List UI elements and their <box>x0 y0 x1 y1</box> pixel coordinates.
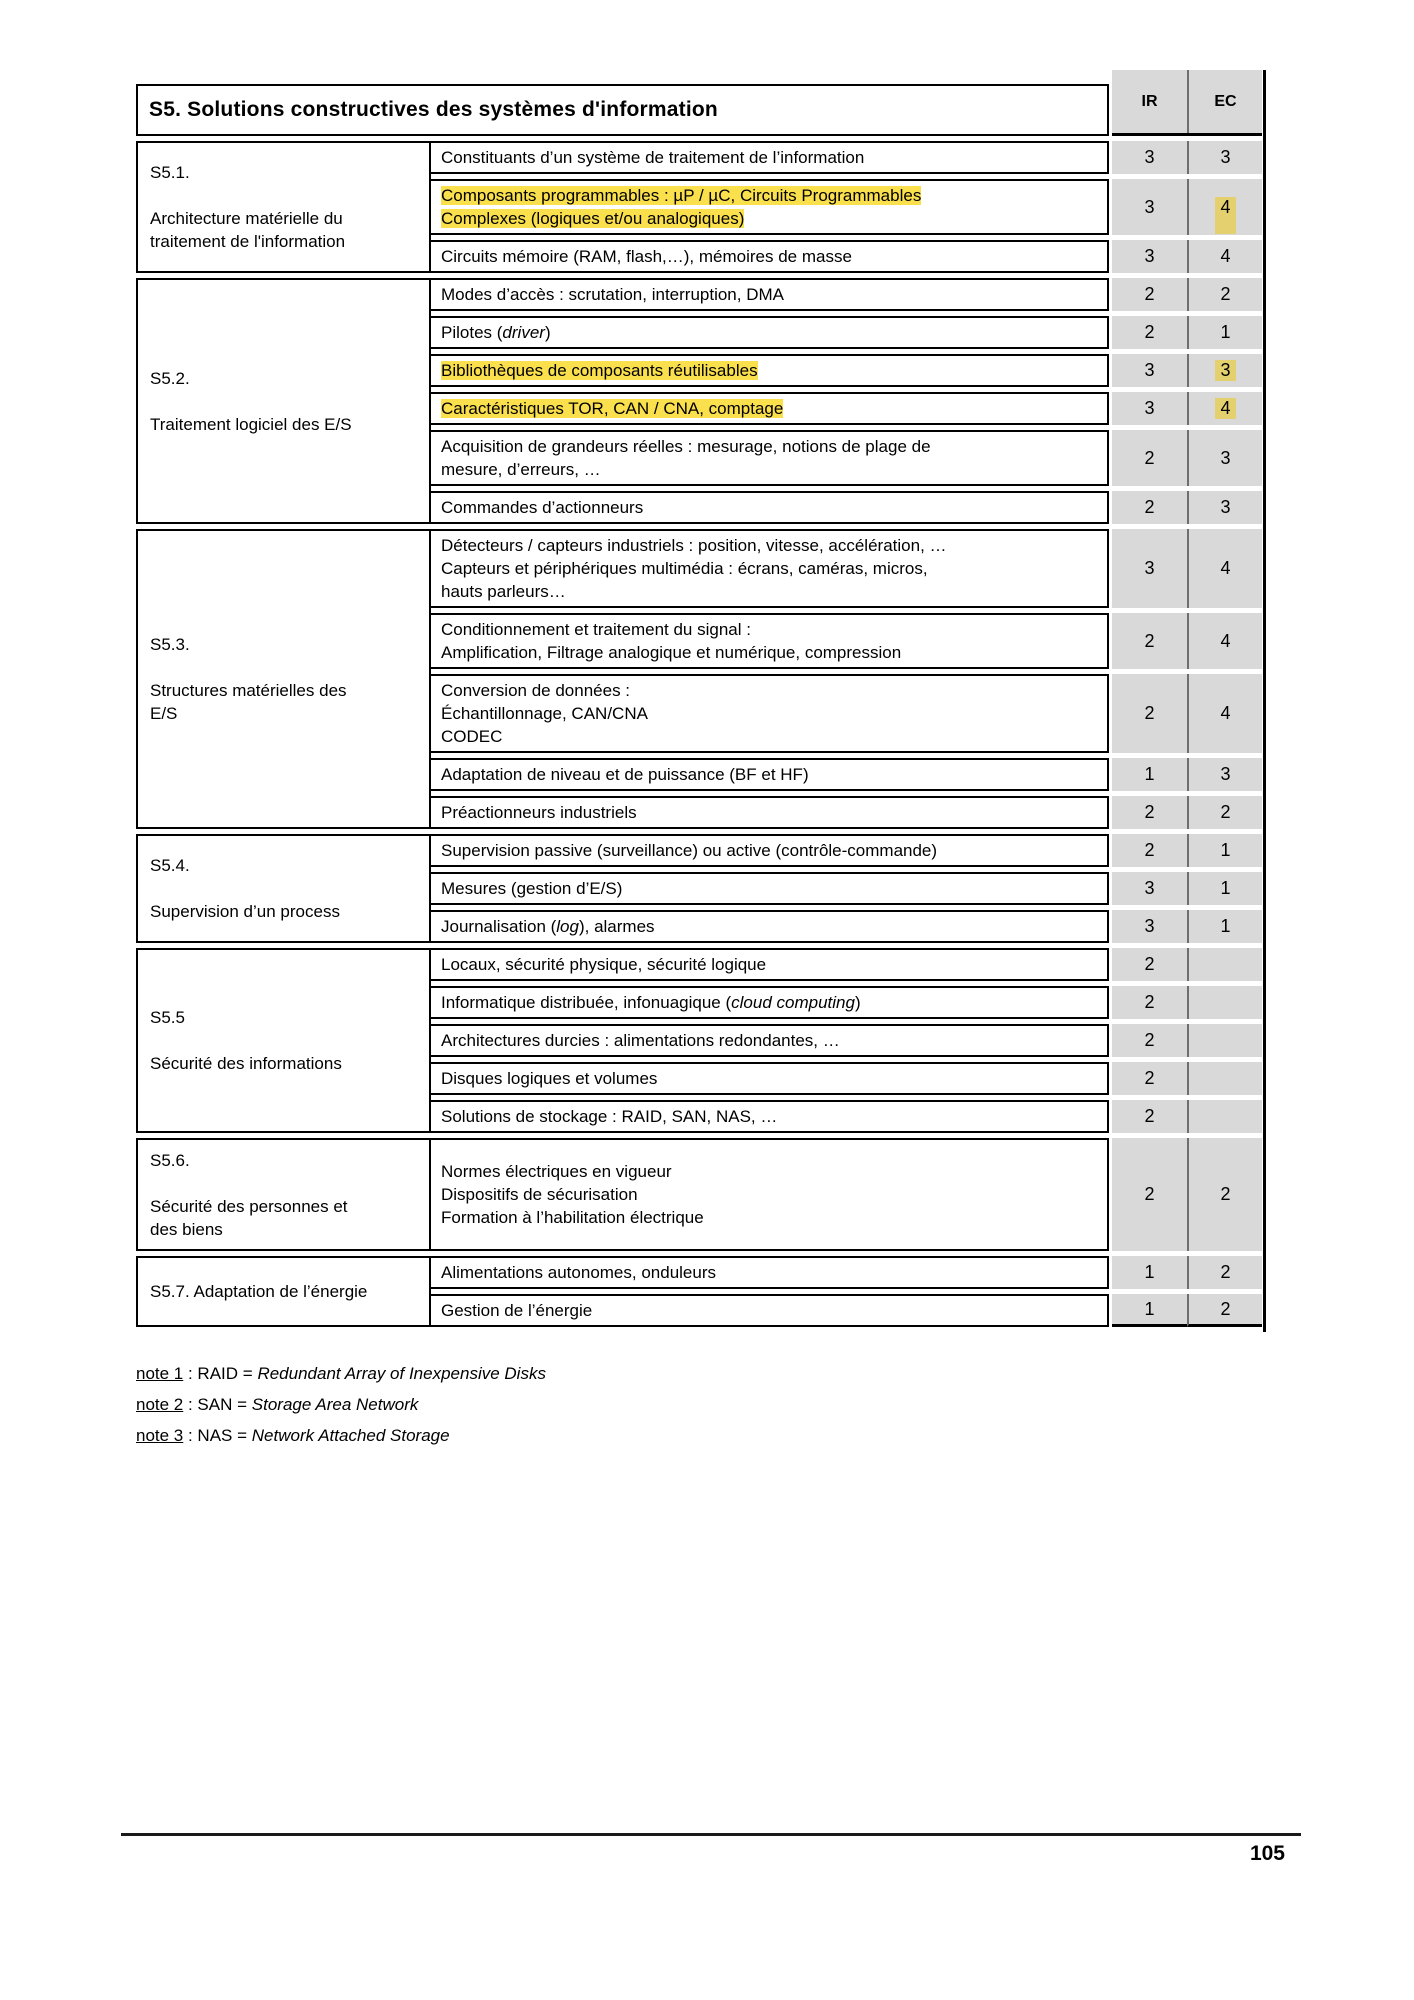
text-segment: Disques logiques et volumes <box>441 1069 658 1088</box>
row-content <box>429 613 1109 669</box>
content-line <box>441 1261 1097 1284</box>
text-segment: hauts parleurs… <box>441 582 566 601</box>
table-row <box>431 1294 1266 1327</box>
row-content <box>429 758 1109 791</box>
text-segment: CODEC <box>441 727 503 746</box>
table-row <box>431 834 1266 867</box>
content-line <box>441 1067 1097 1090</box>
row-content <box>429 872 1109 905</box>
highlighted-value: 4 <box>1215 197 1235 234</box>
ir-value-cell: 3 <box>1112 354 1187 387</box>
ir-value-cell: 2 <box>1112 834 1187 867</box>
footnote <box>136 1393 546 1416</box>
table-row <box>431 529 1266 608</box>
content-line <box>441 1160 1097 1183</box>
ir-value-cell: 2 <box>1112 1100 1187 1133</box>
row-content <box>429 674 1109 753</box>
section-rows <box>431 1256 1266 1327</box>
ir-value-cell: 3 <box>1112 910 1187 943</box>
section-name-line: Sécurité des personnes et <box>150 1196 348 1216</box>
footnote-abbr: : RAID = <box>183 1364 258 1383</box>
table-section <box>136 278 1266 524</box>
table-row <box>431 1100 1266 1133</box>
table-section <box>136 141 1266 273</box>
text-segment: Conversion de données : <box>441 681 631 700</box>
table-section <box>136 1256 1266 1327</box>
ir-value-cell: 1 <box>1112 1256 1187 1289</box>
content-line <box>441 877 1097 900</box>
table-section <box>136 834 1266 943</box>
text-segment: Adaptation de niveau et de puissance (BF et HF) <box>441 765 809 784</box>
ir-value-cell: 2 <box>1112 1024 1187 1057</box>
ir-value-cell: 2 <box>1112 278 1187 311</box>
text-segment: mesure, d’erreurs, … <box>441 460 601 479</box>
ec-value-cell: 3 <box>1187 758 1262 791</box>
footnote-label: note 3 <box>136 1426 184 1445</box>
ir-value-cell: 1 <box>1112 758 1187 791</box>
table-row <box>431 179 1266 235</box>
text-segment: Informatique distribuée, infonuagique ( <box>441 993 732 1012</box>
section-name <box>150 207 417 253</box>
ir-value-cell: 2 <box>1112 1138 1187 1251</box>
ir-value-cell: 2 <box>1112 674 1187 753</box>
row-content <box>429 1062 1109 1095</box>
row-content <box>429 1256 1109 1289</box>
row-content <box>429 392 1109 425</box>
section-name <box>150 413 417 436</box>
ec-value-cell: 4 <box>1187 613 1262 669</box>
section-cell <box>136 141 431 273</box>
table-title: S5. Solutions constructives des systèmes d'information <box>136 84 1109 136</box>
table-row <box>431 1138 1266 1251</box>
table-section <box>136 1138 1266 1251</box>
ec-value-cell: 2 <box>1187 1256 1262 1289</box>
highlighted-value: 4 <box>1215 398 1235 419</box>
content-line <box>441 725 1097 748</box>
table-row <box>431 392 1266 425</box>
ec-column-header: EC <box>1187 70 1262 133</box>
content-line <box>441 1105 1097 1128</box>
section-name-line: Traitement logiciel des E/S <box>150 414 352 434</box>
ec-value-cell: 4 <box>1187 674 1262 753</box>
table-row <box>431 240 1266 273</box>
section-id: S5.5 <box>150 1008 185 1027</box>
content-line <box>441 557 1097 580</box>
content-line <box>441 839 1097 862</box>
content-line <box>441 496 1097 519</box>
footer-rule <box>121 1833 1301 1836</box>
ir-value-cell: 2 <box>1112 986 1187 1019</box>
table-row <box>431 491 1266 524</box>
text-segment: Acquisition de grandeurs réelles : mesurage, notions de plage de <box>441 437 931 456</box>
ec-value-cell: 1 <box>1187 872 1262 905</box>
footnote-label: note 2 <box>136 1395 184 1414</box>
table-row <box>431 141 1266 174</box>
content-line <box>441 915 1097 938</box>
ec-value-cell <box>1187 179 1262 235</box>
row-content <box>429 796 1109 829</box>
content-line <box>441 702 1097 725</box>
content-line <box>441 458 1097 481</box>
section-id: S5.2. <box>150 368 190 388</box>
footnote <box>136 1362 546 1385</box>
content-line <box>441 1206 1097 1229</box>
footnote-abbr: : SAN = <box>183 1395 252 1414</box>
text-segment: Alimentations autonomes, onduleurs <box>441 1263 716 1282</box>
table-row <box>431 986 1266 1019</box>
ir-value-cell: 2 <box>1112 491 1187 524</box>
ec-value-cell: 2 <box>1187 1138 1262 1251</box>
content-line <box>441 534 1097 557</box>
footnote-expansion: Network Attached Storage <box>251 1426 450 1445</box>
section-id: S5.3. <box>150 635 190 654</box>
row-content <box>429 529 1109 608</box>
table-row <box>431 430 1266 486</box>
row-content <box>429 1138 1109 1251</box>
content-line <box>441 207 1097 230</box>
highlighted-value: 3 <box>1215 360 1235 381</box>
section-rows <box>431 834 1266 943</box>
text-segment: Préactionneurs industriels <box>441 803 637 822</box>
table-row <box>431 613 1266 669</box>
content-line <box>441 580 1097 603</box>
ec-value-cell: 2 <box>1187 1294 1262 1327</box>
ir-value-cell: 2 <box>1112 430 1187 486</box>
text-segment: Détecteurs / capteurs industriels : position, vitesse, accélération, … <box>441 536 947 555</box>
table-row <box>431 354 1266 387</box>
text-segment: Conditionnement et traitement du signal : <box>441 620 751 639</box>
content-line <box>441 1029 1097 1052</box>
section-cell <box>136 529 431 829</box>
ec-value-cell <box>1187 1062 1262 1095</box>
ir-ec-header <box>1112 70 1262 136</box>
table-header-row <box>136 70 1266 136</box>
highlighted-text <box>441 361 758 380</box>
content-line <box>441 801 1097 824</box>
footnote <box>136 1424 546 1447</box>
section-name-line: Architecture matérielle du <box>150 209 343 228</box>
section-name-line: Supervision d’un process <box>150 902 340 921</box>
text-segment: log <box>556 917 579 936</box>
content-line <box>441 397 1097 420</box>
section-id: S5.6. <box>150 1150 190 1170</box>
row-content <box>429 910 1109 943</box>
text-segment: Caractéristiques TOR, CAN / CNA, comptage <box>441 399 784 418</box>
ec-value-cell: 1 <box>1187 910 1262 943</box>
content-line <box>441 359 1097 382</box>
table-right-border <box>1263 70 1266 1332</box>
content-line <box>441 435 1097 458</box>
section-name <box>150 1195 417 1241</box>
row-content <box>429 179 1109 235</box>
ec-value-cell: 3 <box>1187 491 1262 524</box>
content-line <box>441 641 1097 664</box>
table-row <box>431 872 1266 905</box>
text-segment: Constituants d’un système de traitement de l’information <box>441 148 865 167</box>
section-name <box>150 900 417 923</box>
footnotes <box>136 1362 546 1455</box>
ir-value-cell: 3 <box>1112 392 1187 425</box>
content-line <box>441 991 1097 1014</box>
ec-value-cell <box>1187 986 1262 1019</box>
text-segment: Complexes (logiques et/ou analogiques) <box>441 209 745 228</box>
text-segment: Formation à l’habilitation électrique <box>441 1208 704 1227</box>
table-row <box>431 910 1266 943</box>
footnote-expansion: Redundant Array of Inexpensive Disks <box>257 1364 546 1383</box>
row-content <box>429 1294 1109 1327</box>
text-segment: Journalisation ( <box>441 917 557 936</box>
table-row <box>431 1062 1266 1095</box>
row-content <box>429 834 1109 867</box>
text-segment: Bibliothèques de composants réutilisables <box>441 361 758 380</box>
row-content <box>429 278 1109 311</box>
text-segment: ), alarmes <box>578 917 655 936</box>
ir-value-cell: 1 <box>1112 1294 1187 1327</box>
section-rows <box>431 141 1266 273</box>
text-segment: Locaux, sécurité physique, sécurité logique <box>441 955 767 974</box>
section-id: S5.1. <box>150 163 190 182</box>
section-rows <box>431 278 1266 524</box>
highlighted-text <box>441 209 744 228</box>
ir-value-cell: 3 <box>1112 529 1187 608</box>
ir-value-cell: 3 <box>1112 179 1187 235</box>
ec-value-cell: 1 <box>1187 316 1262 349</box>
content-line <box>441 1299 1097 1322</box>
ir-value-cell: 3 <box>1112 872 1187 905</box>
text-segment: Gestion de l’énergie <box>441 1301 593 1320</box>
section-name-line: Sécurité des informations <box>150 1054 342 1073</box>
ec-value-cell <box>1187 1024 1262 1057</box>
content-line <box>441 245 1097 268</box>
text-segment: Amplification, Filtrage analogique et numérique, compression <box>441 643 902 662</box>
table-row <box>431 1024 1266 1057</box>
ir-value-cell: 2 <box>1112 316 1187 349</box>
ec-value-cell: 4 <box>1187 240 1262 273</box>
text-segment: Pilotes ( <box>441 323 503 342</box>
table-row <box>431 316 1266 349</box>
text-segment: Dispositifs de sécurisation <box>441 1185 638 1204</box>
table-row <box>431 278 1266 311</box>
section-rows <box>431 948 1266 1133</box>
section-name <box>150 1052 417 1075</box>
section-cell <box>136 948 431 1133</box>
ec-value-cell <box>1187 354 1262 387</box>
text-segment: Circuits mémoire (RAM, flash,…), mémoires de masse <box>441 247 852 266</box>
ir-value-cell: 2 <box>1112 613 1187 669</box>
row-content <box>429 1024 1109 1057</box>
ir-value-cell: 2 <box>1112 948 1187 981</box>
section-rows <box>431 1138 1266 1251</box>
text-segment: Capteurs et périphériques multimédia : écrans, caméras, micros, <box>441 559 928 578</box>
table-row <box>431 674 1266 753</box>
footnote-expansion: Storage Area Network <box>251 1395 419 1414</box>
content-line <box>441 321 1097 344</box>
content-line <box>441 679 1097 702</box>
row-content <box>429 986 1109 1019</box>
competencies-table <box>136 70 1266 1332</box>
section-name-line: Structures matérielles des <box>150 681 347 700</box>
content-line <box>441 618 1097 641</box>
text-segment: Normes électriques en vigueur <box>441 1162 672 1181</box>
text-segment: ) <box>544 323 551 342</box>
text-segment: Échantillonnage, CAN/CNA <box>441 704 648 723</box>
row-content <box>429 354 1109 387</box>
section-label: S5.7. Adaptation de l’énergie <box>150 1282 368 1301</box>
section-cell <box>136 1138 431 1251</box>
text-segment: Supervision passive (surveillance) ou active (contrôle-commande) <box>441 841 938 860</box>
ir-value-cell: 2 <box>1112 1062 1187 1095</box>
ec-value-cell: 4 <box>1187 529 1262 608</box>
section-name-line: E/S <box>150 704 178 723</box>
text-segment: Solutions de stockage : RAID, SAN, NAS, … <box>441 1107 778 1126</box>
row-content <box>429 430 1109 486</box>
ec-value-cell: 2 <box>1187 796 1262 829</box>
ir-value-cell: 3 <box>1112 141 1187 174</box>
page-number: 105 <box>1249 1842 1285 1865</box>
content-line <box>441 184 1097 207</box>
ir-value-cell: 2 <box>1112 796 1187 829</box>
text-segment: Architectures durcies : alimentations redondantes, … <box>441 1031 840 1050</box>
footnote-abbr: : NAS = <box>183 1426 252 1445</box>
content-line <box>441 763 1097 786</box>
row-content <box>429 316 1109 349</box>
text-segment: ) <box>854 993 861 1012</box>
text-segment: Mesures (gestion d’E/S) <box>441 879 623 898</box>
table-section <box>136 948 1266 1133</box>
content-line <box>441 146 1097 169</box>
text-segment: driver <box>502 323 545 342</box>
section-name <box>150 679 417 725</box>
text-segment: Composants programmables : µP / µC, Circuits Programmables <box>441 186 922 205</box>
section-name-line: traitement de l'information <box>150 232 346 251</box>
table-row <box>431 1256 1266 1289</box>
ec-value-cell: 3 <box>1187 430 1262 486</box>
ec-value-cell <box>1187 948 1262 981</box>
highlighted-text <box>441 399 783 418</box>
section-name-line: des biens <box>150 1219 223 1239</box>
ec-value-cell: 3 <box>1187 141 1262 174</box>
table-section <box>136 529 1266 829</box>
content-line <box>441 953 1097 976</box>
section-rows <box>431 529 1266 829</box>
row-content <box>429 491 1109 524</box>
section-cell <box>136 834 431 943</box>
text-segment: Commandes d’actionneurs <box>441 498 644 517</box>
ec-value-cell <box>1187 1100 1262 1133</box>
table-row <box>431 948 1266 981</box>
table-row <box>431 758 1266 791</box>
table-row <box>431 796 1266 829</box>
ec-value-cell <box>1187 392 1262 425</box>
section-id: S5.4. <box>150 856 190 875</box>
ir-column-header: IR <box>1141 92 1158 110</box>
content-line <box>441 283 1097 306</box>
ec-value-cell: 2 <box>1187 278 1262 311</box>
section-cell <box>136 278 431 524</box>
text-segment: cloud computing <box>731 993 855 1012</box>
table-body <box>136 141 1266 1327</box>
row-content <box>429 141 1109 174</box>
text-segment: Modes d’accès : scrutation, interruption, DMA <box>441 285 784 304</box>
row-content <box>429 948 1109 981</box>
content-line <box>441 1183 1097 1206</box>
ir-value-cell: 3 <box>1112 240 1187 273</box>
footnote-label: note 1 <box>136 1364 184 1383</box>
highlighted-text <box>441 186 921 205</box>
row-content <box>429 240 1109 273</box>
ec-value-cell: 1 <box>1187 834 1262 867</box>
section-cell <box>136 1256 431 1327</box>
row-content <box>429 1100 1109 1133</box>
